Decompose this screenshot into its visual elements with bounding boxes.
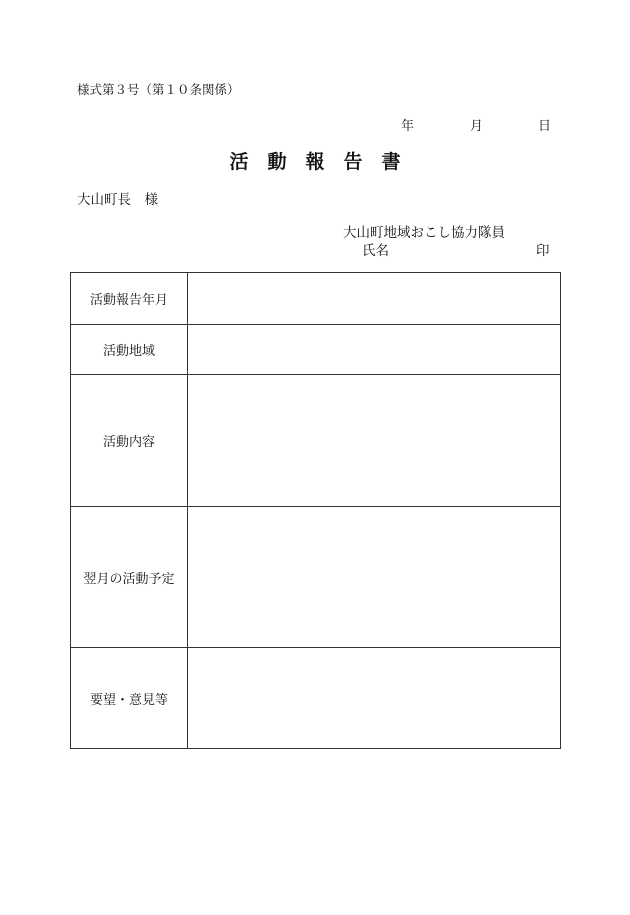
- table-row-activity-area: [71, 325, 561, 375]
- table-row-requests-opinions: [71, 648, 561, 749]
- row-label-report-month: 活動報告年月: [71, 273, 188, 325]
- addressee: 大山町長 様: [77, 192, 158, 208]
- report-month-field[interactable]: [188, 273, 561, 325]
- sender-name-label: 氏名: [362, 243, 389, 259]
- document-title: 活動報告書: [229, 151, 420, 173]
- table-row-activity-content: [71, 375, 561, 507]
- sender-organization: 大山町地域おこし協力隊員: [343, 225, 505, 241]
- activity-area-field[interactable]: [188, 325, 561, 375]
- row-label-activity-area: 活動地域: [71, 325, 188, 375]
- table-row-report-month: [71, 273, 561, 325]
- activity-content-field[interactable]: [188, 375, 561, 507]
- row-label-activity-content: 活動内容: [71, 375, 188, 507]
- date-month-label: 月: [470, 119, 484, 134]
- date-day-label: 日: [538, 119, 552, 134]
- table-row-next-month-plan: [71, 507, 561, 648]
- seal-mark: 印: [536, 243, 550, 259]
- date-year-label: 年: [401, 119, 415, 134]
- row-label-requests-opinions: 要望・意見等: [71, 648, 188, 749]
- report-table: [70, 272, 561, 749]
- requests-opinions-field[interactable]: [188, 648, 561, 749]
- form-number: 様式第３号（第１０条関係）: [77, 82, 240, 97]
- row-label-next-month-plan: 翌月の活動予定: [71, 507, 188, 648]
- next-month-plan-field[interactable]: [188, 507, 561, 648]
